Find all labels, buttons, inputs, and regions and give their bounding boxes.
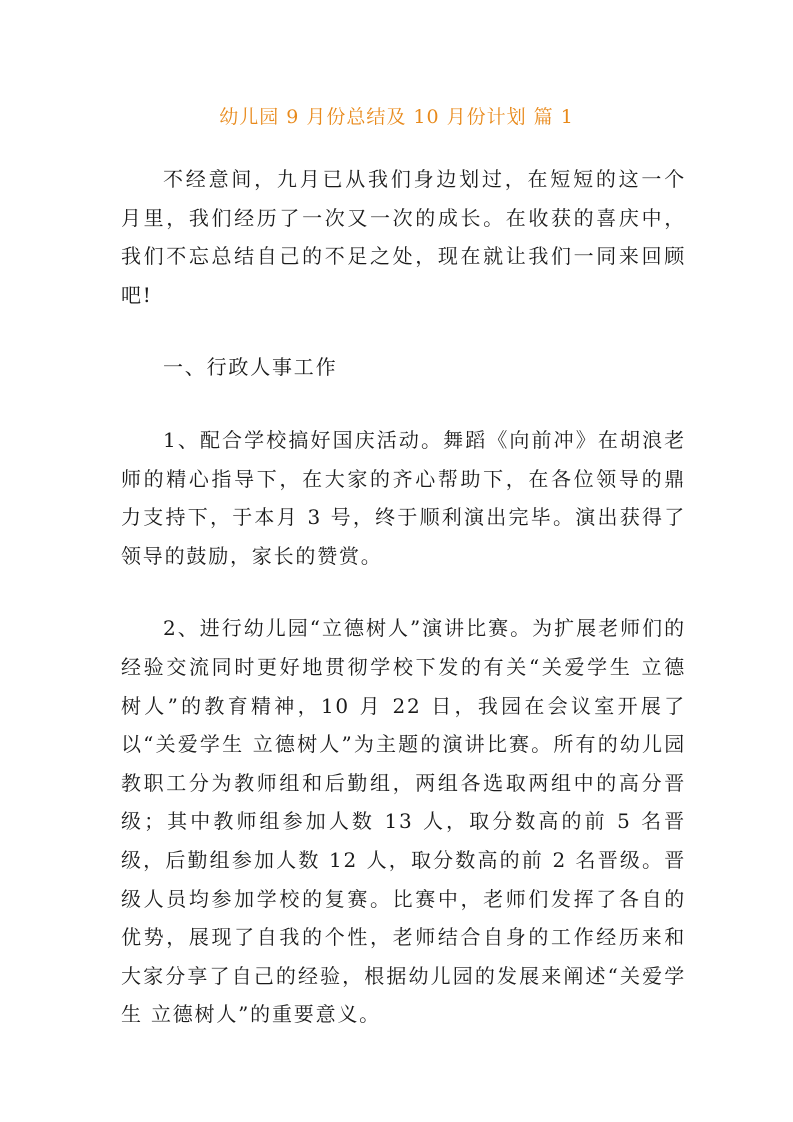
- paragraph-gap: [121, 575, 686, 609]
- document-body: [121, 160, 686, 1034]
- item-2-paragraph: 2、进行幼儿园“立德树人”演讲比赛。为扩展老师们的经验交流同时更好地贯彻学校下发的有关“关爱学生 立德树人”的教育精神，10 月 22 日，我园在会议室开展了以“关爱学生 立德树人”为主题的演讲比赛。所有的幼儿园教职工分为教师组和后勤组，两组各选取两组中的高分晋级；其中教师组参加人数 13 人，取分数高的前 5 名晋级，后勤组参加人数 12 人，取分数高的前 2 名晋级。晋级人员均参加学校的复赛。比赛中，老师们发挥了各自的优势，展现了自我的个性，老师结合自身的工作经历来和大家分享了自己的经验，根据幼儿园的发展来阐述“关爱学生 立德树人”的重要意义。: [121, 616, 686, 1027]
- item-1-paragraph: 1、配合学校搞好国庆活动。舞蹈《向前冲》在胡浪老师的精心指导下，在大家的齐心帮助下，在各位领导的鼎力支持下，于本月 3 号，终于顺利演出完毕。演出获得了领导的鼓励，家长的赞赏。: [121, 427, 686, 568]
- document-title: 幼儿园 9 月份总结及 10 月份计划 篇 1: [219, 106, 574, 128]
- paragraph-gap: [121, 314, 686, 348]
- section-heading: 一、行政人事工作: [163, 355, 338, 380]
- intro-paragraph: 不经意间，九月已从我们身边划过，在短短的这一个月里，我们经历了一次又一次的成长。在收获的喜庆中，我们不忘总结自己的不足之处，现在就让我们一同来回顾吧!: [121, 167, 686, 307]
- paragraph-gap: [121, 387, 686, 421]
